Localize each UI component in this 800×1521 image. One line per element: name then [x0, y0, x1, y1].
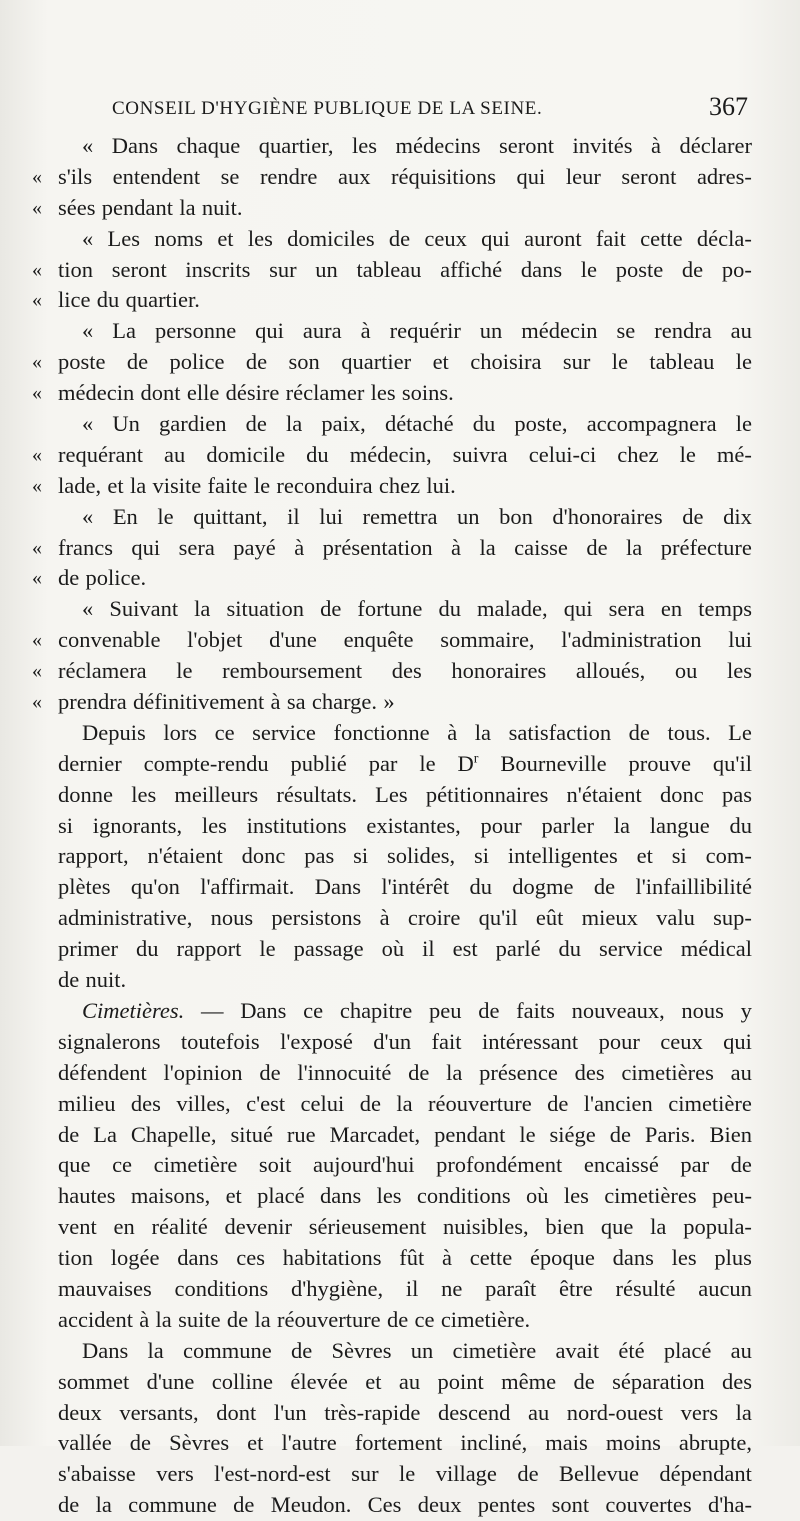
line-text: convenable l'objet d'une enquête sommaire, l'administration lui — [58, 627, 752, 653]
text-line — [58, 409, 752, 440]
text-line — [32, 162, 752, 193]
text-line — [58, 780, 752, 811]
line-text: sommet d'une colline élevée et au point même de séparation des — [58, 1368, 752, 1394]
line-text: Dans la commune de Sèvres un cimetière avait été placé au — [82, 1337, 752, 1363]
line-text: défendent l'opinion de l'innocuité de la présence des cimetières au — [58, 1059, 752, 1085]
margin-guillemet: « — [32, 165, 42, 188]
line-text: plètes qu'on l'affirmait. Dans l'intérêt du dogme de l'infaillibilité — [58, 874, 752, 900]
page-header — [112, 88, 748, 128]
line-text: Depuis lors ce service fonctionne à la satisfaction de tous. Le — [82, 719, 752, 745]
text-line — [58, 224, 752, 255]
margin-guillemet: « — [32, 660, 42, 683]
text-line — [58, 502, 752, 533]
text-line — [58, 1027, 752, 1058]
line-text: francs qui sera payé à présentation à la caisse de la préfecture — [58, 534, 752, 560]
text-line — [32, 563, 752, 594]
line-text: tion seront inscrits sur un tableau affiché dans le poste de po- — [58, 256, 752, 282]
margin-guillemet: « — [32, 196, 42, 219]
line-text: deux versants, dont l'un très-rapide descend au nord-ouest vers la — [58, 1399, 752, 1425]
line-text: vallée de Sèvres et l'autre fortement incliné, mais moins abrupte, — [58, 1430, 752, 1456]
line-text: vent en réalité devenir sérieusement nuisibles, bien que la popula- — [58, 1214, 752, 1240]
text-line — [58, 316, 752, 347]
line-text: hautes maisons, et placé dans les conditions où les cimetières peu- — [58, 1183, 752, 1209]
text-line — [32, 285, 752, 316]
line-text: signalerons toutefois l'exposé d'un fait intéressant pour ceux qui — [58, 1028, 752, 1054]
running-title: CONSEIL D'HYGIÈNE PUBLIQUE DE LA SEINE. — [112, 98, 543, 119]
line-text: sées pendant la nuit. — [58, 194, 243, 220]
margin-guillemet: « — [32, 289, 42, 312]
text-line — [58, 1428, 752, 1459]
margin-guillemet: « — [32, 536, 42, 559]
text-line — [58, 1367, 752, 1398]
line-text: médecin dont elle désire réclamer les soins. — [58, 380, 454, 406]
line-text: accident à la suite de la réouverture de ce cimetière. — [58, 1306, 531, 1332]
text-line — [58, 965, 752, 996]
line-text: lice du quartier. — [58, 287, 200, 313]
text-line — [58, 1058, 752, 1089]
text-line — [58, 1274, 752, 1305]
line-text: tion logée dans ces habitations fût à cette époque dans les plus — [58, 1245, 752, 1271]
text-line — [32, 255, 752, 286]
line-text: dernier compte-rendu publié par le $D^r$ Bourneville prouve qu'il — [58, 750, 752, 776]
margin-guillemet: « — [32, 567, 42, 590]
margin-guillemet: « — [32, 258, 42, 281]
margin-guillemet: « — [32, 691, 42, 714]
line-text: « Dans chaque quartier, les médecins seront invités à déclarer — [82, 133, 752, 158]
line-text: si ignorants, les institutions existantes, pour parler la langue du — [58, 812, 752, 838]
line-text: donne les meilleurs résultats. Les pétitionnaires n'étaient donc pas — [58, 781, 752, 807]
margin-guillemet: « — [32, 474, 42, 497]
line-text: mauvaises conditions d'hygiène, il ne paraît être résulté aucun — [58, 1275, 752, 1301]
text-line — [58, 1490, 752, 1521]
text-line — [58, 841, 752, 872]
line-text: Cimetières. — Dans ce chapitre peu de faits nouveaux, nous y — [82, 997, 752, 1023]
text-line — [58, 1398, 752, 1429]
text-line — [58, 1150, 752, 1181]
text-line — [58, 872, 752, 903]
line-text: milieu des villes, c'est celui de la réouverture de l'ancien cimetière — [58, 1090, 752, 1116]
text-line — [58, 1305, 752, 1336]
body-text — [32, 131, 752, 1521]
line-text: s'abaisse vers l'est-nord-est sur le village de Bellevue dépendant — [58, 1461, 752, 1487]
text-line — [58, 594, 752, 625]
text-line — [32, 471, 752, 502]
text-line — [58, 718, 752, 749]
line-text: « Suivant la situation de fortune du malade, qui sera en temps — [82, 596, 752, 622]
margin-guillemet: « — [32, 351, 42, 374]
line-text: de La Chapelle, situé rue Marcadet, pendant le siége de Paris. Bien — [58, 1121, 752, 1147]
line-text: de nuit. — [58, 967, 127, 993]
text-line — [58, 1243, 752, 1274]
text-line — [32, 656, 752, 687]
text-line — [32, 533, 752, 564]
line-text: administrative, nous persistons à croire qu'il eût mieux valu sup- — [58, 905, 752, 931]
margin-guillemet: « — [32, 382, 42, 405]
line-text: « Un gardien de la paix, détaché du poste, accompagnera le — [82, 411, 752, 437]
text-line — [58, 1089, 752, 1120]
line-text: de police. — [58, 565, 147, 591]
text-line — [58, 996, 752, 1027]
line-text: « En le quittant, il lui remettra un bon d'honoraires de dix — [82, 503, 752, 529]
text-line — [58, 1181, 752, 1212]
text-line — [58, 749, 752, 780]
margin-guillemet: « — [32, 629, 42, 652]
line-text: lade, et la visite faite le reconduira chez lui. — [58, 472, 456, 498]
text-line — [58, 1212, 752, 1243]
text-line — [58, 934, 752, 965]
line-text: rapport, n'étaient donc pas si solides, si intelligentes et si com- — [58, 843, 752, 869]
margin-guillemet: « — [32, 443, 42, 466]
text-line — [32, 440, 752, 471]
page-number: 367 — [709, 92, 748, 121]
text-line — [58, 131, 752, 162]
line-text: prendra définitivement à sa charge. » — [58, 689, 395, 715]
text-line — [58, 903, 752, 934]
line-text: réclamera le remboursement des honoraires alloués, ou les — [58, 658, 752, 684]
line-text: requérant au domicile du médecin, suivra celui-ci chez le mé- — [58, 441, 752, 467]
line-text: primer du rapport le passage où il est parlé du service médical — [58, 936, 752, 962]
text-line — [32, 193, 752, 224]
text-line — [32, 625, 752, 656]
text-line — [58, 1336, 752, 1367]
text-line — [32, 687, 752, 718]
line-text: poste de police de son quartier et choisira sur le tableau le — [58, 349, 752, 375]
line-text: « Les noms et les domiciles de ceux qui auront fait cette décla- — [82, 225, 752, 251]
text-line — [58, 1120, 752, 1151]
line-text: que ce cimetière soit aujourd'hui profondément encaissé par de — [58, 1152, 752, 1178]
text-line — [32, 347, 752, 378]
line-text: de la commune de Meudon. Ces deux pentes sont couvertes d'ha- — [58, 1492, 752, 1518]
line-text: « La personne qui aura à requérir un médecin se rendra au — [82, 318, 752, 344]
text-line — [32, 378, 752, 409]
line-text: s'ils entendent se rendre aux réquisitions qui leur seront adres- — [58, 163, 752, 189]
text-line — [58, 1459, 752, 1490]
text-line — [58, 811, 752, 842]
